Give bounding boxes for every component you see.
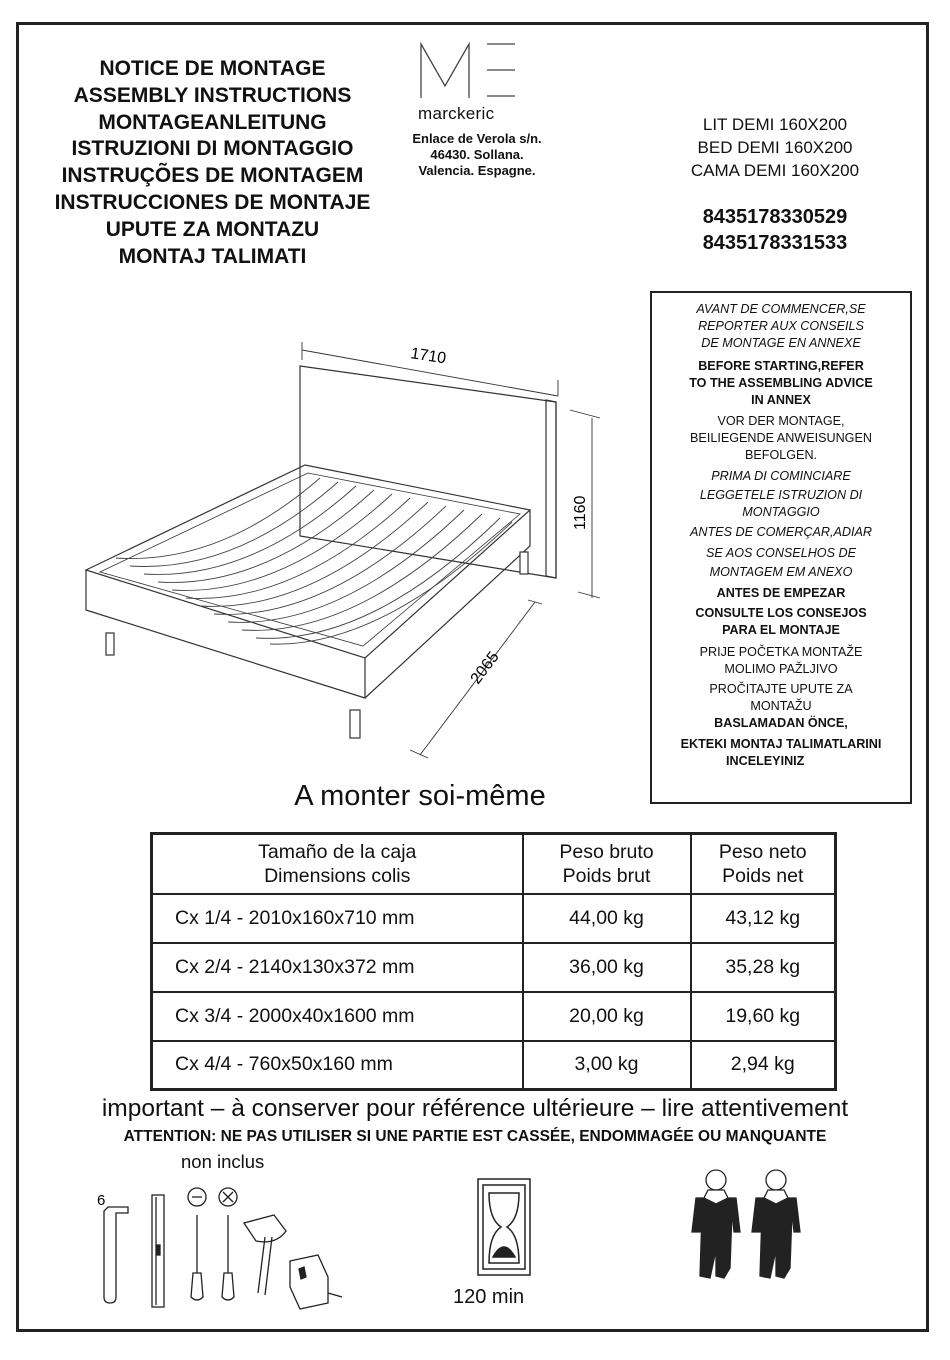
advice-line: REPORTER AUX CONSEILS <box>698 319 864 333</box>
hammer-icon <box>244 1215 286 1295</box>
advice-line: SE AOS CONSELHOS DE <box>706 546 856 560</box>
assembly-time: 120 min <box>453 1286 525 1308</box>
header-line: Peso bruto <box>559 840 654 863</box>
box-dimensions: Cx 1/4 - 2010x160x710 mm <box>152 894 523 943</box>
product-name-es: CAMA DEMI 160X200 <box>690 161 860 180</box>
height-dimension-label: 1160 <box>572 495 589 530</box>
important-notice: important – à conserver pour référence ultérieure – lire attentivement <box>101 1095 849 1122</box>
tools-illustration <box>90 1185 350 1315</box>
advice-line: PROČITAJTE UPUTE ZA <box>709 682 853 696</box>
hourglass-icon <box>475 1175 535 1280</box>
title-it: ISTRUZIONI DI MONTAGGIO <box>71 137 354 161</box>
ean-code: 8435178330529 <box>702 206 848 228</box>
header-line: Dimensions colis <box>264 864 411 887</box>
advice-line: AVANT DE COMMENCER,SE <box>696 302 866 316</box>
title-hr: UPUTE ZA MONTAZU <box>105 217 320 241</box>
box-dimensions: Cx 4/4 - 760x50x160 mm <box>152 1041 523 1090</box>
level-icon <box>152 1195 164 1307</box>
header-line: Tamaño de la caja <box>258 840 417 863</box>
address-line: Enlace de Verola s/n. <box>412 131 542 146</box>
header-gross-weight <box>523 834 691 894</box>
box-dimensions: Cx 3/4 - 2000x40x1600 mm <box>152 992 523 1041</box>
product-names <box>650 113 900 182</box>
advice-line: PARA EL MONTAJE <box>722 623 840 637</box>
brand-address <box>392 131 562 179</box>
table-header-row <box>152 834 836 894</box>
marckeric-logo <box>415 40 525 100</box>
advice-box <box>650 291 912 804</box>
advice-line: ANTES DE COMERÇAR,ADIAR <box>690 525 872 539</box>
net-weight: 35,28 kg <box>725 955 801 978</box>
ean-code: 8435178331533 <box>702 232 848 254</box>
advice-line: INCELEYINIZ <box>726 754 805 768</box>
advice-line: MONTAGEM EM ANEXO <box>709 565 853 579</box>
net-weight: 43,12 kg <box>725 906 801 929</box>
document-titles <box>20 56 405 270</box>
product-name-fr: LIT DEMI 160X200 <box>702 115 848 134</box>
allen-key-icon <box>104 1207 128 1303</box>
advice-line: BEILIEGENDE ANWEISUNGEN <box>690 431 872 445</box>
product-name-en: BED DEMI 160X200 <box>697 138 853 157</box>
header-line: Poids net <box>722 864 804 887</box>
header-line: Peso neto <box>718 840 807 863</box>
advice-line: BASLAMADAN ÖNCE, <box>714 716 848 730</box>
title-tr: MONTAJ TALIMATI <box>118 244 307 268</box>
gross-weight: 44,00 kg <box>523 894 691 943</box>
address-line: Valencia. Espagne. <box>418 163 536 178</box>
tools-not-included-label: non inclus <box>181 1151 265 1172</box>
gross-weight: 36,00 kg <box>523 943 691 992</box>
header-net-weight <box>691 834 836 894</box>
person-icon <box>752 1170 800 1278</box>
advice-line: MOLIMO PAŽLJIVO <box>724 662 838 676</box>
product-eans <box>650 204 900 256</box>
gross-weight: 3,00 kg <box>523 1041 691 1090</box>
tape-measure-icon <box>290 1255 342 1309</box>
phillips-screwdriver-icon <box>219 1188 237 1300</box>
width-dimension-label: 1710 <box>409 345 448 368</box>
table-row <box>152 943 836 992</box>
two-people-icon <box>688 1168 818 1286</box>
title-en: ASSEMBLY INSTRUCTIONS <box>73 83 352 107</box>
length-dimension-label: 2065 <box>467 648 503 688</box>
advice-line: CONSULTE LOS CONSEJOS <box>695 606 867 620</box>
advice-line: BEFORE STARTING,REFER <box>698 359 864 373</box>
advice-line: PRIMA DI COMINCIARE <box>711 469 851 483</box>
flat-screwdriver-icon <box>188 1188 206 1300</box>
advice-line: BEFOLGEN. <box>744 448 818 462</box>
header-line: Poids brut <box>562 864 651 887</box>
title-fr: NOTICE DE MONTAGE <box>99 57 326 80</box>
title-de: MONTAGEANLEITUNG <box>98 110 327 134</box>
advice-line: DE MONTAGE EN ANNEXE <box>701 336 861 350</box>
gross-weight: 20,00 kg <box>523 992 691 1041</box>
advice-line: EKTEKI MONTAJ TALIMATLARINI <box>680 737 882 751</box>
box-dimensions: Cx 2/4 - 2140x130x372 mm <box>152 943 523 992</box>
table-row <box>152 992 836 1041</box>
table-row <box>152 1041 836 1090</box>
package-table <box>150 832 837 1091</box>
title-es: INSTRUCCIONES DE MONTAJE <box>54 190 371 214</box>
advice-line: LEGGETELE ISTRUZION DI <box>699 488 863 502</box>
person-icon <box>692 1170 740 1278</box>
allen-key-size: 6 <box>97 1192 106 1209</box>
advice-line: IN ANNEX <box>751 393 811 407</box>
advice-line: ANTES DE EMPEZAR <box>716 586 846 600</box>
advice-line: MONTAGGIO <box>742 505 820 519</box>
advice-line: TO THE ASSEMBLING ADVICE <box>689 376 873 390</box>
advice-line: PRIJE POČETKA MONTAŽE <box>699 645 863 659</box>
header-box-size <box>152 834 523 894</box>
bed-illustration <box>80 340 615 760</box>
table-row <box>152 894 836 943</box>
brand-name: marckeric <box>418 104 495 123</box>
net-weight: 2,94 kg <box>730 1053 795 1076</box>
advice-line: MONTAŽU <box>750 699 812 713</box>
attention-notice: ATTENTION: NE PAS UTILISER SI UNE PARTIE EST CASSÉE, ENDOMMAGÉE OU MANQUANTE <box>123 1128 827 1145</box>
address-line: 46430. Sollana. <box>430 147 524 162</box>
advice-line: VOR DER MONTAGE, <box>717 414 845 428</box>
net-weight: 19,60 kg <box>725 1004 801 1027</box>
self-assembly-label: A monter soi-même <box>294 780 546 812</box>
title-pt: INSTRUÇÕES DE MONTAGEM <box>61 164 364 188</box>
